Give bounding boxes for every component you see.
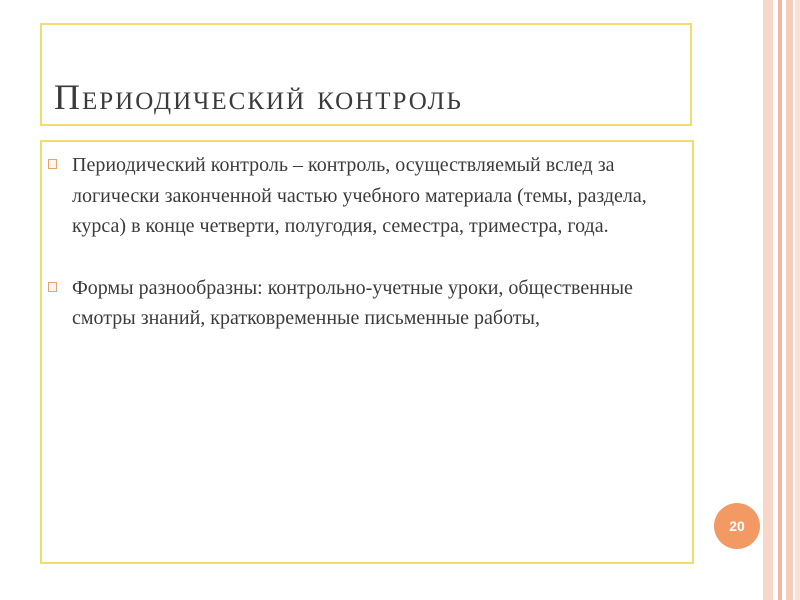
bullet-list xyxy=(42,150,692,334)
content-frame xyxy=(40,140,694,564)
slide-title: Периодический контроль xyxy=(54,77,463,117)
page-number-badge: 20 xyxy=(714,503,760,549)
bullet-marker-icon xyxy=(48,282,57,292)
list-item xyxy=(42,273,692,334)
decorative-stripe xyxy=(778,0,782,600)
bullet-text: Периодический контроль – контроль, осуществляемый вслед за логически законченной частью учебного материала (темы, раздела, курса) в конце четверти, полугодия, семестра, триместра, года. xyxy=(72,154,647,237)
list-item xyxy=(42,150,692,242)
title-frame xyxy=(40,23,692,126)
decorative-stripe xyxy=(795,0,800,600)
bullet-text: Формы разнообразны: контрольно-учетные уроки, общественные смотры знаний, кратковременные письменные работы, xyxy=(72,276,633,329)
decorative-stripe xyxy=(763,0,773,600)
bullet-marker-icon xyxy=(48,159,57,169)
decorative-stripe xyxy=(786,0,793,600)
